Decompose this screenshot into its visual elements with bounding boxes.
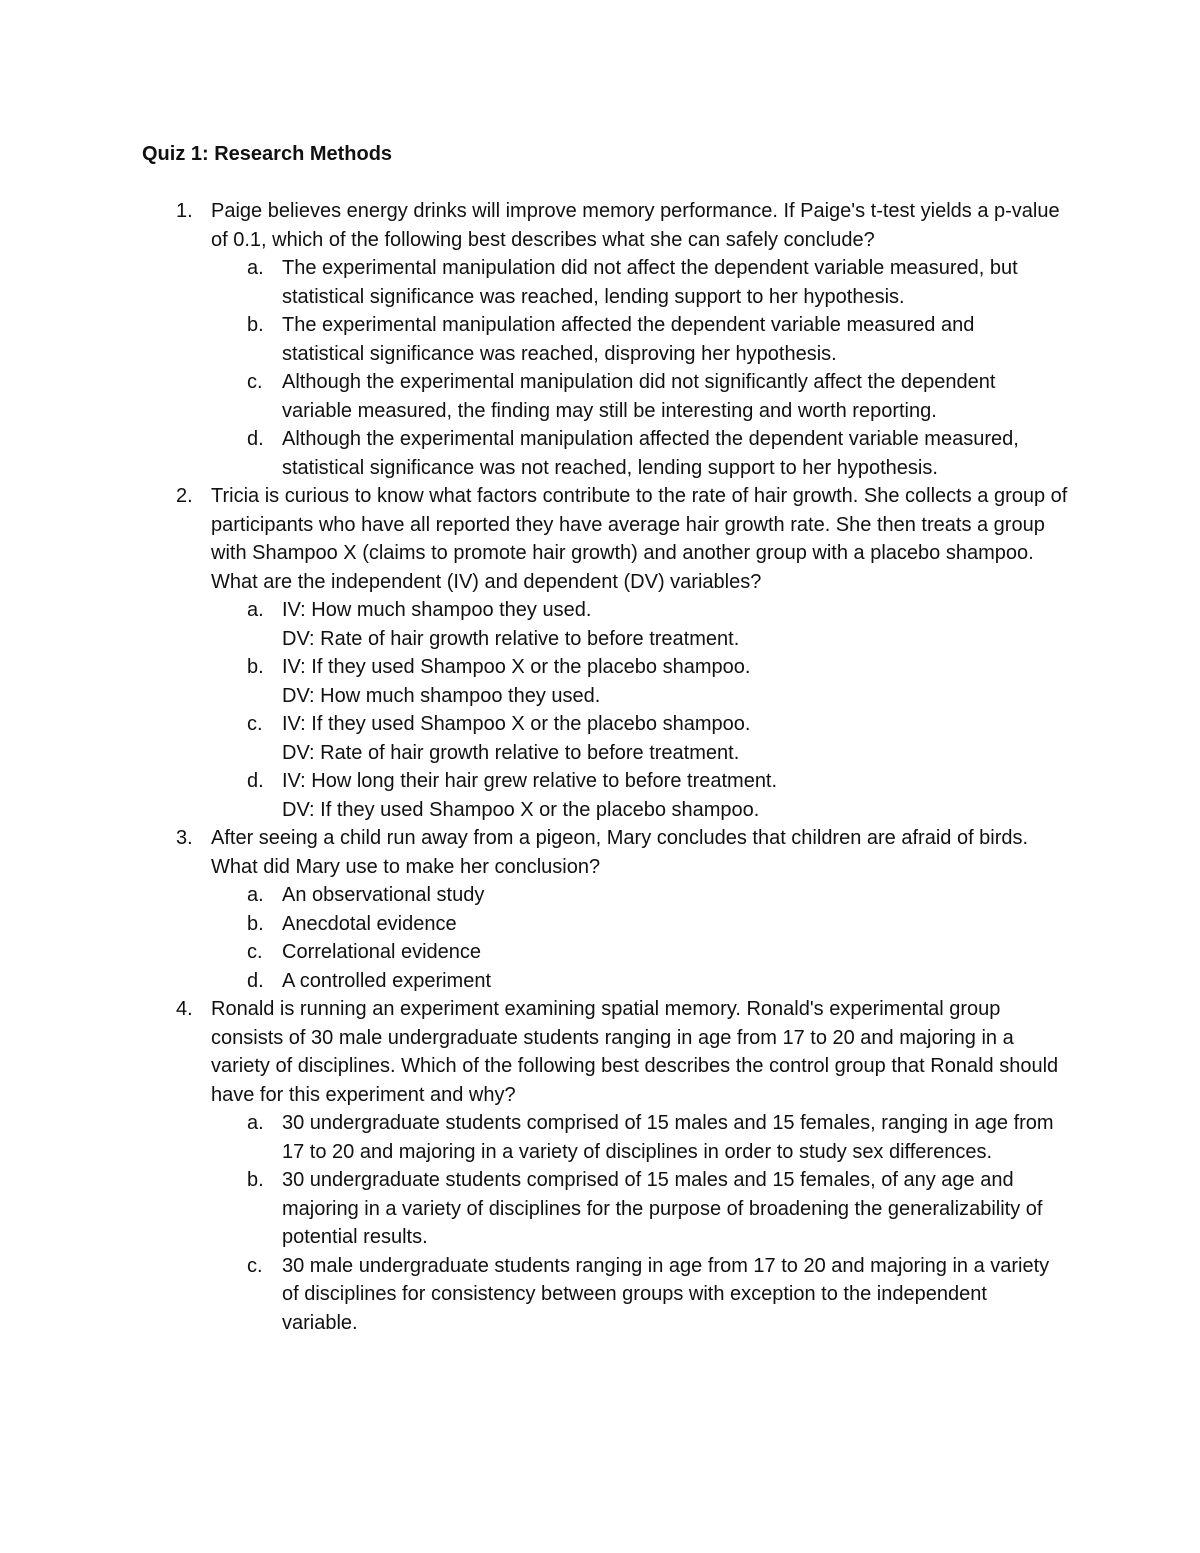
option-iv-text: IV: If they used Shampoo X or the placebo shampoo. xyxy=(282,713,751,735)
option-letter: d. xyxy=(247,969,264,992)
question-text: Ronald is running an experiment examining spatial memory. Ronald's experimental group consists of 30 male undergraduate students ranging in age from 17 to 20 and majoring in a variety of disciplines. Which of the following best describes the control group that Ronald should have for this experiment and why? xyxy=(211,998,1059,1106)
question-text: After seeing a child run away from a pigeon, Mary concludes that children are afraid of birds. What did Mary use to make her conclusion? xyxy=(211,827,1029,878)
option-2c xyxy=(211,710,1062,767)
option-letter: d. xyxy=(247,770,264,792)
option-letter: d. xyxy=(247,428,264,450)
option-4b xyxy=(211,1166,1062,1252)
option-1a xyxy=(211,254,1062,311)
option-letter: a. xyxy=(247,257,264,279)
option-letter: a. xyxy=(247,884,264,906)
option-dv-text: DV: Rate of hair growth relative to before treatment. xyxy=(282,741,740,764)
question-3 xyxy=(0,824,1071,995)
option-text: 30 undergraduate students comprised of 15 males and 15 females, ranging in age from 17 to 20 and majoring in a variety of disciplines in order to study sex differences. xyxy=(282,1112,1054,1163)
question-4 xyxy=(0,995,1071,1337)
option-letter: c. xyxy=(247,941,263,963)
option-list xyxy=(211,596,1071,824)
option-letter: b. xyxy=(247,1169,264,1191)
option-iv-text: IV: If they used Shampoo X or the placebo shampoo. xyxy=(282,656,751,678)
option-text: 30 undergraduate students comprised of 15 males and 15 females, of any age and majoring in a variety of disciplines for the purpose of broadening the generalizability of potential results. xyxy=(282,1169,1043,1248)
option-list xyxy=(211,1109,1071,1337)
option-letter: a. xyxy=(247,1112,264,1134)
question-1 xyxy=(0,197,1071,482)
option-list xyxy=(211,881,1071,995)
option-3c xyxy=(211,938,1062,967)
option-text: 30 male undergraduate students ranging in age from 17 to 20 and majoring in a variety of disciplines for consistency between groups with exception to the independent variable. xyxy=(282,1254,1050,1334)
option-text: Although the experimental manipulation affected the dependent variable measured, statistical significance was not reached, lending support to her hypothesis. xyxy=(282,428,1019,479)
question-2 xyxy=(0,482,1071,824)
option-letter: c. xyxy=(247,371,263,393)
option-text: Correlational evidence xyxy=(282,941,482,963)
option-1c xyxy=(211,368,1062,425)
option-dv-text: DV: If they used Shampoo X or the placebo shampoo. xyxy=(282,798,760,821)
option-1b xyxy=(211,311,1062,368)
option-iv-text: IV: How much shampoo they used. xyxy=(282,599,592,621)
option-letter: a. xyxy=(247,599,264,621)
option-3b xyxy=(211,910,1062,939)
option-letter: b. xyxy=(247,656,264,678)
option-iv-text: IV: How long their hair grew relative to before treatment. xyxy=(282,770,778,792)
option-text: The experimental manipulation affected the dependent variable measured and statistical significance was reached, disproving her hypothesis. xyxy=(282,314,975,365)
option-text: Although the experimental manipulation did not significantly affect the dependent variable measured, the finding may still be interesting and worth reporting. xyxy=(282,371,996,422)
option-letter: b. xyxy=(247,314,264,336)
option-dv-text: DV: How much shampoo they used. xyxy=(282,684,601,707)
option-text: The experimental manipulation did not affect the dependent variable measured, but statistical significance was reached, lending support to her hypothesis. xyxy=(282,257,1018,308)
question-text: Paige believes energy drinks will improve memory performance. If Paige's t-test yields a p-value of 0.1, which of the following best describes what she can safely conclude? xyxy=(211,200,1060,251)
question-number: 2. xyxy=(176,485,193,507)
option-2b xyxy=(211,653,1062,710)
option-2d xyxy=(211,767,1062,824)
option-list xyxy=(211,254,1071,482)
option-2a xyxy=(211,596,1062,653)
option-text: Anecdotal evidence xyxy=(282,912,457,935)
option-letter: b. xyxy=(247,912,264,935)
option-4a xyxy=(211,1109,1062,1166)
option-letter: c. xyxy=(247,713,263,735)
question-number: 1. xyxy=(176,200,193,222)
option-3d xyxy=(211,967,1062,996)
option-1d xyxy=(211,425,1062,482)
option-3a xyxy=(211,881,1062,910)
question-list xyxy=(0,197,1200,1337)
quiz-title: Quiz 1: Research Methods xyxy=(142,143,393,165)
question-number: 4. xyxy=(176,998,193,1020)
option-dv-text: DV: Rate of hair growth relative to before treatment. xyxy=(282,627,740,650)
option-4c xyxy=(211,1252,1062,1338)
option-letter: c. xyxy=(247,1254,263,1277)
question-text: Tricia is curious to know what factors contribute to the rate of hair growth. She collects a group of participants who have all reported they have average hair growth rate. She then treats a group with Shampoo X (claims to promote hair growth) and another group with a placebo shampoo. What are the independent (IV) and dependent (DV) variables? xyxy=(211,485,1068,593)
question-number: 3. xyxy=(176,827,193,849)
option-text: A controlled experiment xyxy=(282,969,492,992)
option-text: An observational study xyxy=(282,884,485,906)
